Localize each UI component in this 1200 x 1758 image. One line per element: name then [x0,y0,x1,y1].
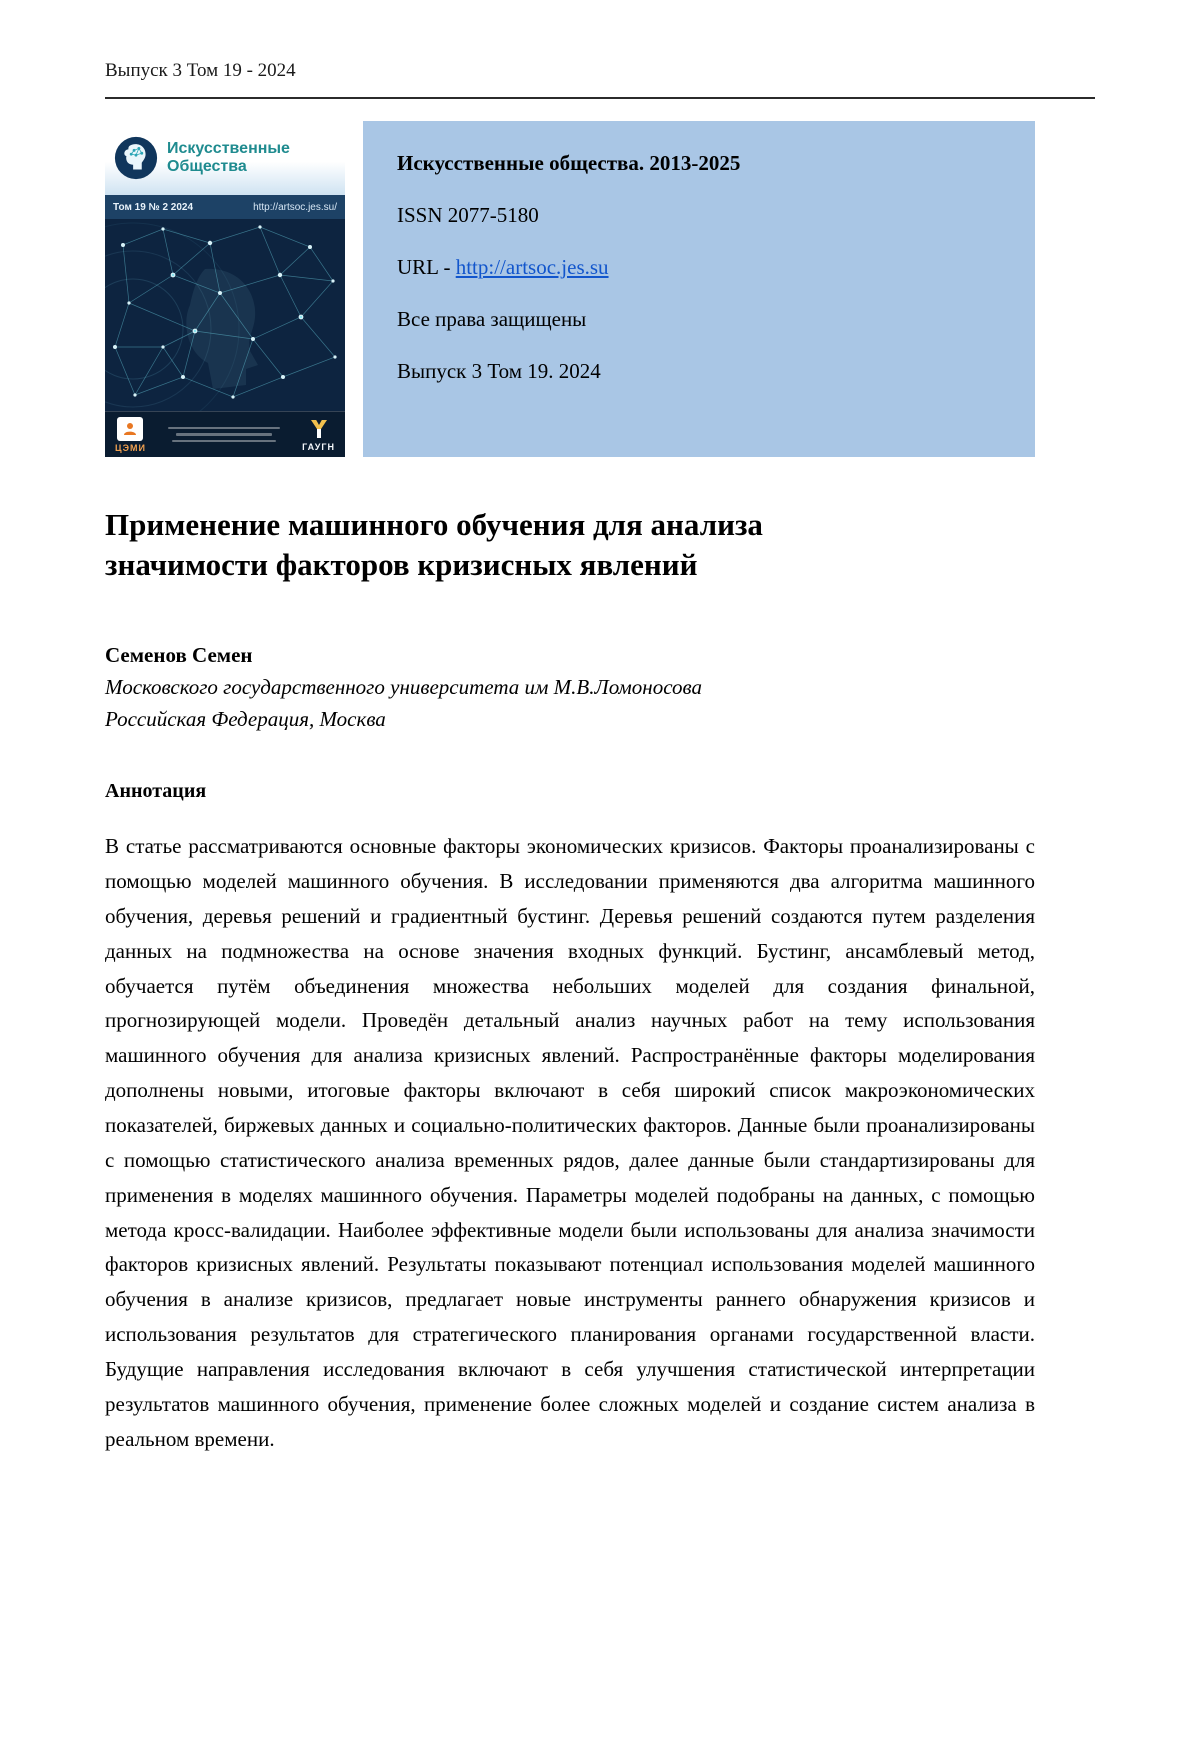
abstract-heading: Аннотация [105,780,207,803]
cemi-icon [117,417,143,441]
cover-network-art [105,219,345,411]
journal-rights: Все права защищены [397,307,587,331]
cover-footer [105,411,345,457]
cover-journal-name-line1: Искусственные [167,140,290,158]
journal-issn: ISSN 2077-5180 [397,203,539,227]
journal-info-box [363,121,1035,457]
cover-masthead [105,121,345,195]
journal-header-row [105,121,1035,457]
article-title [105,505,1035,584]
journal-url-line [397,255,1001,280]
cemi-label: ЦЭМИ [115,442,146,453]
article-title-line2: значимости факторов кризисных явлений [105,546,698,582]
author-block [105,640,1035,736]
journal-url-link[interactable]: http://artsoc.jes.su [455,255,609,279]
author-name: Семенов Семен [105,643,253,668]
brain-head-icon [113,135,159,181]
gaugn-logo [302,417,335,452]
author-location: Российская Федерация, Москва [105,707,386,732]
gaugn-icon [307,417,331,441]
header-divider [105,97,1095,99]
cemi-logo [115,417,146,453]
journal-cover-image [105,121,345,457]
gaugn-label: ГАУГН [302,442,335,452]
journal-title: Искусственные общества. 2013-2025 [397,151,741,175]
cover-journal-name [167,140,290,176]
journal-issue: Выпуск 3 Том 19. 2024 [397,359,601,383]
page-header: Выпуск 3 Том 19 - 2024 [105,60,296,81]
article-title-line1: Применение машинного обучения для анализа [105,507,763,542]
page [0,60,1200,1758]
journal-url-prefix: URL - [397,255,456,279]
author-affiliation: Московского государственного университета им М.В.Ломоносова [105,675,702,700]
abstract-text: В статье рассматриваются основные факторы экономических кризисов. Факторы проанализированы с помощью моделей машинного обучения. В исследовании применяются два алгоритма машинного обучения, деревья решений и градиентный бустинг. Деревья решений создаются путем разделения данных на подмножества на основе значения входных функций. Бустинг, ансамблевый метод, обучается путём объединения множества небольших моделей для создания финальной, прогнозирующей модели. Проведён детальный анализ научных работ на тему использования машинного обучения для анализа кризисных явлений. Распространённые факторы моделирования дополнены новыми, итоговые факторы включают в себя широкий список макроэкономических показателей, биржевых данных и социально-политических факторов. Данные были проанализированы с помощью статистического анализа временных рядов, далее данные были стандартизированы для применения в моделях машинного обучения. Параметры моделей подобраны на данных, с помощью метода кросс-валидации. Наиболее эффективные модели были использованы для анализа значимости факторов кризисных явлений. Результаты показывают потенциал использования моделей машинного обучения в анализе кризисов, предлагает новые инструменты раннего обнаружения кризисов и использования результатов для стратегического планирования органами государственной власти. Будущие направления исследования включают в себя улучшения статистической интерпретации результатов машинного обучения, применение более сложных моделей и создание систем анализа в реальном времени. [105,834,1035,1451]
cover-volume-bar [105,195,345,219]
registration-fine-print [168,427,280,443]
cover-journal-name-line2: Общества [167,158,247,175]
cover-volume-label: Том 19 № 2 2024 [113,201,194,213]
cover-url-label: http://artsoc.jes.su/ [253,201,337,213]
